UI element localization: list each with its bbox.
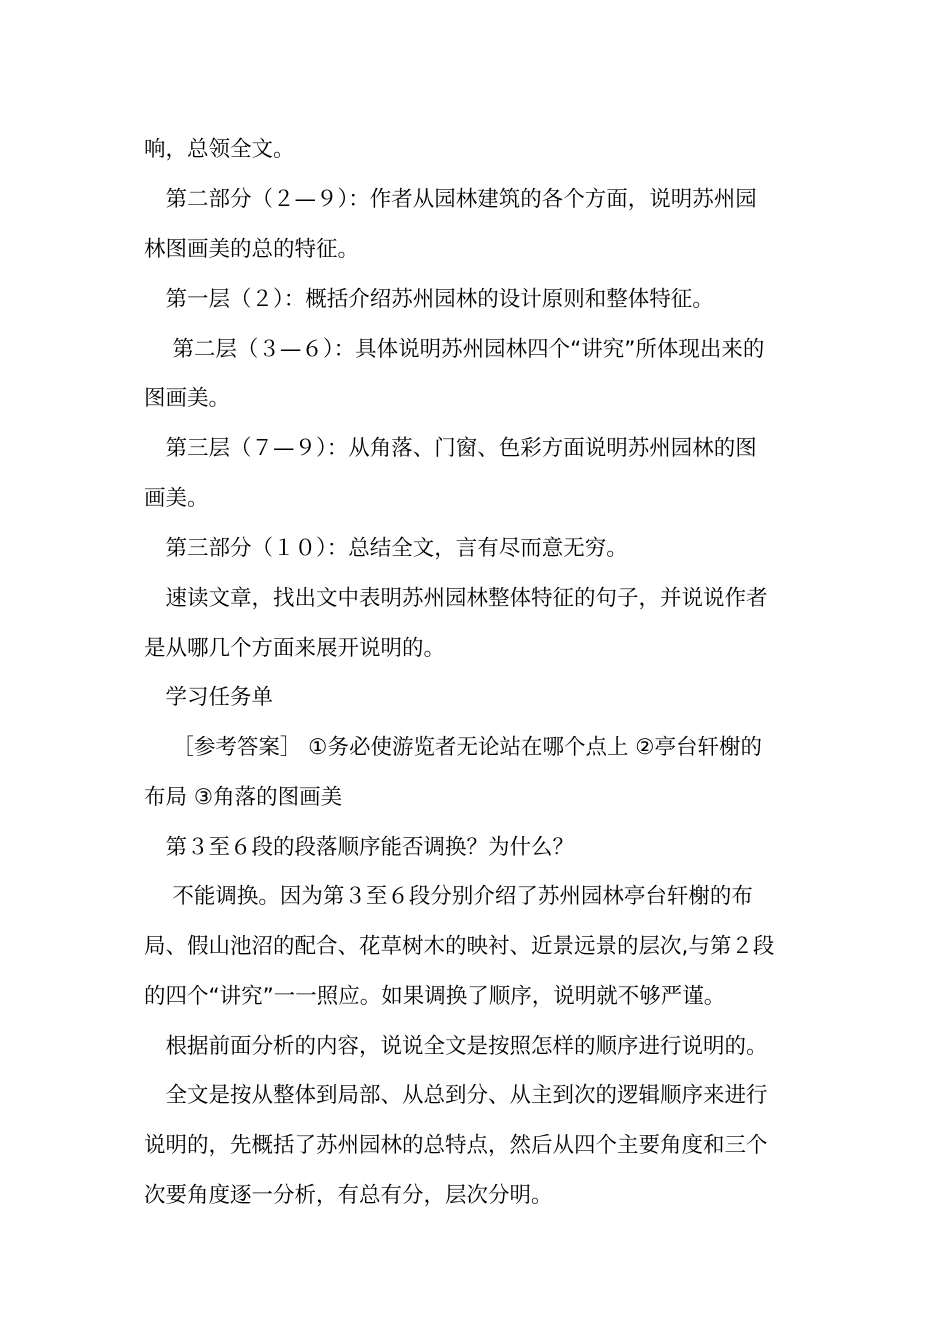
text-line: 的四个“讲究”一一照应。如果调换了顺序，说明就不够严谨。 — [144, 984, 726, 1009]
text-line: 局、假山池沼的配合、花草树木的映衬、近景远景的层次,与第２段 — [144, 934, 775, 959]
text-line: 第二部分（２—９）：作者从园林建筑的各个方面，说明苏州园 — [144, 187, 757, 212]
text-line: ［参考答案］ ①务必使游览者无论站在哪个点上 ②亭台轩榭的 — [144, 735, 763, 760]
text-line: 第一层（２）：概括介绍苏州园林的设计原则和整体特征。 — [144, 287, 714, 312]
text-line: 次要角度逐一分析，有总有分，层次分明。 — [144, 1183, 553, 1208]
text-line: 不能调换。因为第３至６段分别介绍了苏州园林亭台轩榭的布 — [144, 884, 753, 909]
text-line: 布局 ③角落的图画美 — [144, 785, 343, 810]
text-line: 画美。 — [144, 486, 209, 511]
text-line: 全文是按从整体到局部、从总到分、从主到次的逻辑顺序来进行 — [144, 1083, 768, 1108]
text-line: 说明的，先概括了苏州园林的总特点，然后从四个主要角度和三个 — [144, 1133, 768, 1158]
text-line: 是从哪几个方面来展开说明的。 — [144, 636, 446, 661]
text-line: 图画美。 — [144, 386, 231, 411]
text-line: 根据前面分析的内容，说说全文是按照怎样的顺序进行说明的。 — [144, 1034, 768, 1059]
text-line: 第三层（７—９）：从角落、门窗、色彩方面说明苏州园林的图 — [144, 436, 757, 461]
text-line: 响，总领全文。 — [144, 137, 295, 162]
text-line: 林图画美的总的特征。 — [144, 237, 360, 262]
text-line: 第二层（３—６）：具体说明苏州园林四个“讲究”所体现出来的 — [144, 337, 765, 362]
text-line: 第三部分（１０）：总结全文，言有尽而意无穷。 — [144, 536, 628, 561]
text-line: 速读文章，找出文中表明苏州园林整体特征的句子，并说说作者 — [144, 586, 768, 611]
text-line: 学习任务单 — [144, 685, 274, 710]
text-line: 第３至６段的段落顺序能否调换？为什么？ — [144, 835, 575, 860]
